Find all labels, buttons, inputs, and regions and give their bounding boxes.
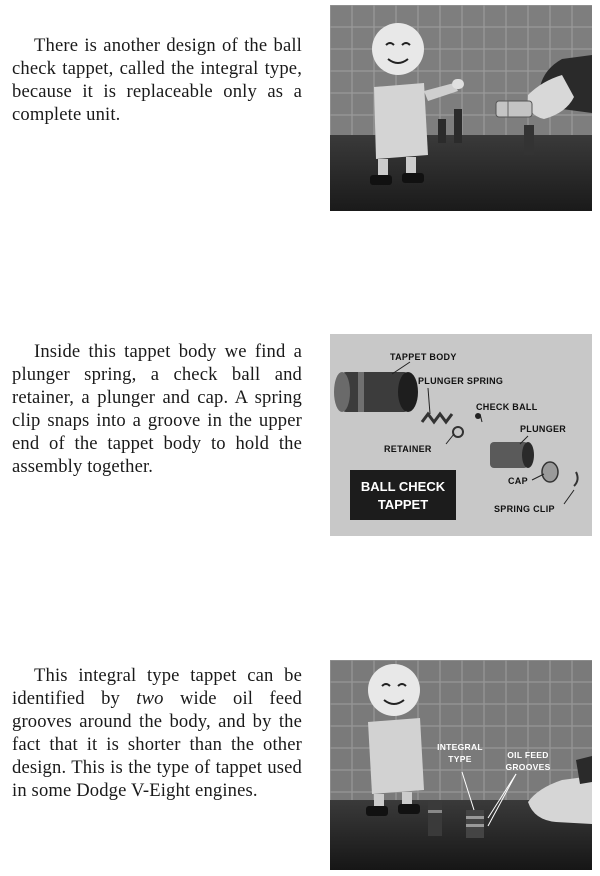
label-oil-feed-grooves: OIL FEED bbox=[507, 750, 549, 760]
ball-check-tappet-plate bbox=[350, 470, 456, 520]
photo-figure-pointing-tappet bbox=[330, 5, 592, 211]
photo-ball-check-tappet-exploded bbox=[330, 334, 592, 536]
paragraph-tappet-internals: Inside this tappet body we find a plunger spring, a check ball and retainer, a plunger and cap. A spring clip snaps into a groove in the upper end of the tappet body to hold the assembly together. bbox=[12, 341, 302, 477]
label-plunger-spring: PLUNGER SPRING bbox=[418, 376, 504, 386]
label-check-ball: CHECK BALL bbox=[476, 402, 538, 412]
emphasis-two: two bbox=[136, 688, 164, 709]
label-retainer: RETAINER bbox=[384, 444, 432, 454]
label-integral-type: INTEGRAL bbox=[437, 742, 483, 752]
label-integral-type-line2: TYPE bbox=[448, 754, 472, 764]
paragraph-integral-identification: This integral type tappet can be identified by two wide oil feed grooves around the body, and by the fact that it is shorter than the other design. This is the type of tappet used in some Dodge V-Eight engines. bbox=[12, 665, 303, 801]
tappet-body-part bbox=[334, 372, 418, 412]
label-plunger: PLUNGER bbox=[520, 424, 567, 434]
label-cap: CAP bbox=[508, 476, 528, 486]
label-oil-feed-grooves-line2: GROOVES bbox=[505, 762, 551, 772]
label-spring-clip: SPRING CLIP bbox=[494, 504, 555, 514]
paragraph-integral-intro: There is another design of the ball check tappet, called the integral type, because it is replaceable only as a complete unit. bbox=[12, 35, 302, 125]
label-tappet-body: TAPPET BODY bbox=[390, 352, 457, 362]
svg-text:BALL CHECK: BALL CHECK bbox=[360, 479, 446, 494]
svg-text:TAPPET: TAPPET bbox=[377, 497, 429, 512]
photo-figure-integral-tappet bbox=[330, 660, 592, 870]
